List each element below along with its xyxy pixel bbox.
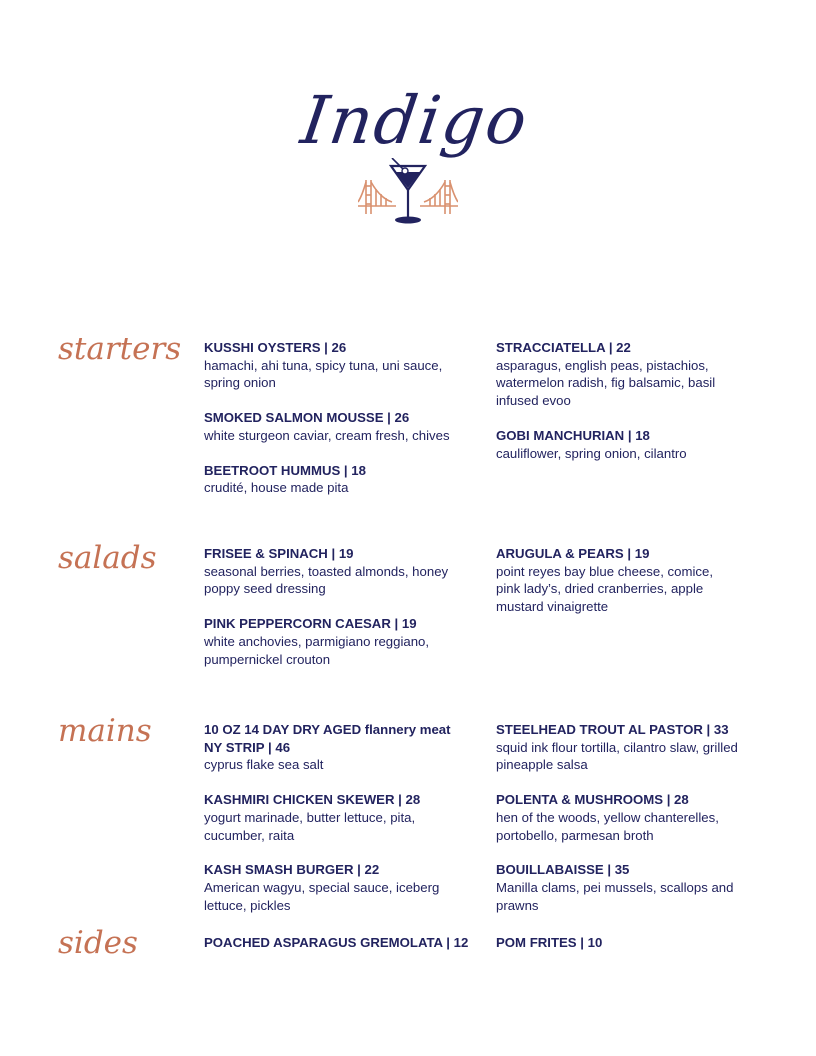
section-label-sides: sides: [58, 925, 138, 961]
menu-item-description: squid ink flour tortilla, cilantro slaw, grilled pineapple salsa: [496, 739, 738, 773]
indigo-logo: [290, 82, 534, 233]
menu-item-name: KASH SMASH BURGER | 22: [204, 862, 380, 878]
menu-item: [204, 462, 474, 497]
menu-item: [496, 339, 726, 410]
menu-item: [496, 427, 726, 462]
mains-column-right: [496, 721, 751, 931]
menu-item: [496, 861, 751, 914]
menu-item-name: POM FRITES | 10: [496, 935, 603, 950]
menu-item: [204, 339, 474, 392]
menu-item-name: SMOKED SALMON MOUSSE | 26: [204, 410, 410, 426]
menu-item-name: PINK PEPPERCORN CAESAR | 19: [204, 616, 417, 632]
menu-item-name: KUSSHI OYSTERS | 26: [204, 340, 347, 355]
menu-item: [204, 545, 454, 598]
menu-item: [204, 721, 459, 774]
menu-item-name: KASHMIRI CHICKEN SKEWER | 28: [204, 792, 421, 808]
menu-item-name: 10 OZ 14 DAY DRY AGED flannery meat NY STRIP | 46: [204, 722, 451, 755]
menu-item: [204, 615, 454, 668]
menu-item-description: white anchovies, parmigiano reggiano, pumpernickel crouton: [204, 633, 430, 667]
menu-item-description: seasonal berries, toasted almonds, honey poppy seed dressing: [204, 563, 449, 597]
starters-column-right: [496, 339, 726, 479]
section-label-mains: mains: [58, 713, 152, 749]
menu-item-name: BOUILLABAISSE | 35: [496, 862, 630, 878]
menu-item-description: cyprus flake sea salt: [204, 757, 324, 773]
section-label-starters: starters: [58, 331, 182, 367]
menu-item-description: asparagus, english peas, pistachios, watermelon radish, fig balsamic, basil infused evoo: [496, 357, 716, 409]
sides-column-left: [204, 934, 474, 969]
menu-item-name: GOBI MANCHURIAN | 18: [496, 427, 650, 443]
salads-column-right: [496, 545, 736, 633]
menu-item: [496, 545, 736, 616]
menu-item-description: cauliflower, spring onion, cilantro: [496, 445, 687, 461]
menu-item: [204, 934, 474, 952]
menu-item: [204, 861, 459, 914]
menu-item-description: American wagyu, special sauce, iceberg lettuce, pickles: [204, 879, 440, 913]
section-label-salads: salads: [58, 540, 157, 576]
menu-item-description: yogurt marinade, butter lettuce, pita, cucumber, raita: [204, 809, 416, 843]
menu-item-description: crudité, house made pita: [204, 480, 349, 496]
menu-item-description: hamachi, ahi tuna, spicy tuna, uni sauce, spring onion: [204, 357, 443, 391]
menu-item: [496, 721, 751, 774]
sides-column-right: [496, 934, 766, 969]
menu-item-name: STRACCIATELLA | 22: [496, 340, 631, 355]
menu-item-name: STEELHEAD TROUT AL PASTOR | 33: [496, 722, 729, 737]
menu-item-name: POACHED ASPARAGUS GREMOLATA | 12: [204, 935, 469, 950]
menu-item: [204, 791, 459, 844]
logo-wordmark: Indigo: [296, 82, 534, 159]
menu-item-description: Manilla clams, pei mussels, scallops and prawns: [496, 879, 734, 913]
menu-item-name: POLENTA & MUSHROOMS | 28: [496, 792, 689, 808]
menu-item-name: FRISEE & SPINACH | 19: [204, 546, 354, 561]
menu-item: [496, 791, 751, 844]
mains-column-left: [204, 721, 459, 931]
menu-item: [204, 409, 474, 444]
menu-item-name: ARUGULA & PEARS | 19: [496, 546, 650, 561]
menu-item-description: white sturgeon caviar, cream fresh, chives: [204, 427, 450, 443]
menu-item-description: hen of the woods, yellow chanterelles, portobello, parmesan broth: [496, 809, 719, 843]
menu-item: [496, 934, 766, 952]
martini-bridge-icon: [358, 158, 458, 228]
menu-item-name: BEETROOT HUMMUS | 18: [204, 462, 366, 478]
menu-item-description: point reyes bay blue cheese, comice, pink lady’s, dried cranberries, apple mustard vinaigrette: [496, 563, 713, 615]
starters-column-left: [204, 339, 474, 514]
salads-column-left: [204, 545, 454, 685]
